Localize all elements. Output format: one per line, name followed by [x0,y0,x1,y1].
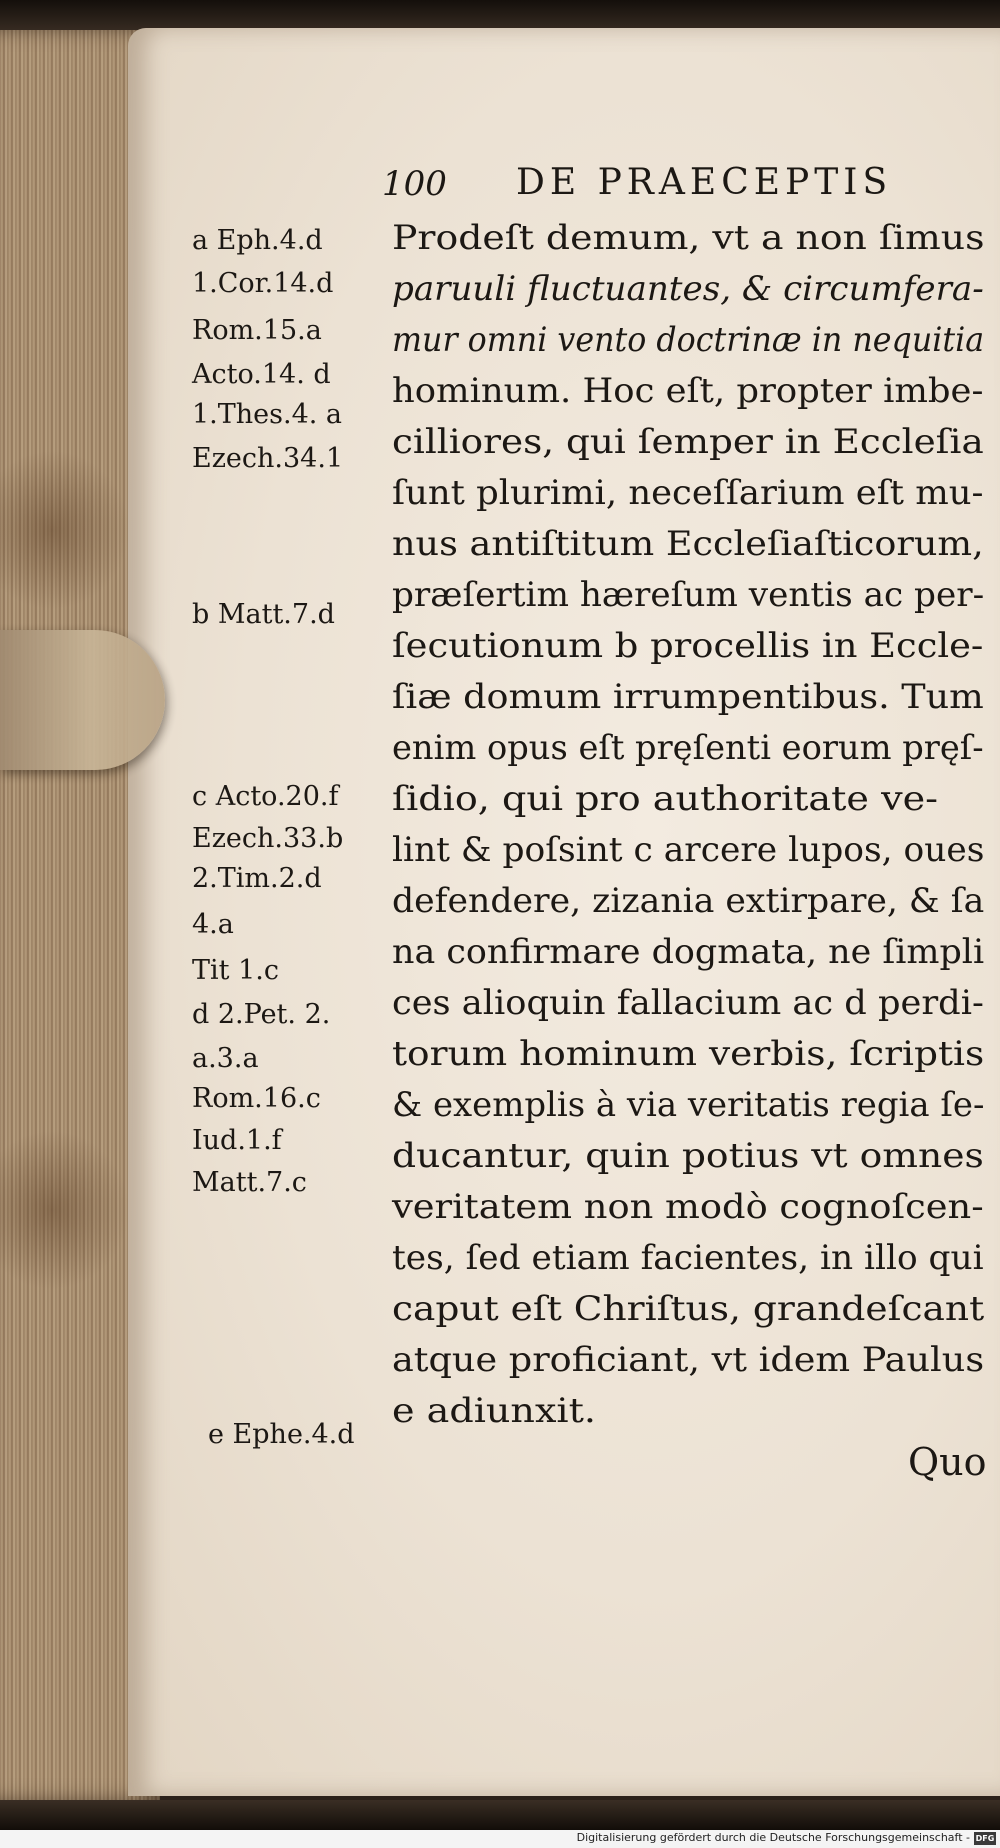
page-number: 100 [382,164,447,204]
text-line: caput eſt Chriſtus, grandeſcant [392,1289,985,1329]
margin-note: e Ephe.4.d [208,1419,355,1450]
margin-note: Acto.14. d [192,359,331,390]
page-clip [0,630,165,770]
margin-note: Tit 1.c [192,955,279,986]
margin-note: c Acto.20.f [192,781,339,812]
edge-stain [0,1130,130,1290]
text-line: ſidio, qui pro authoritate ve- [392,779,938,819]
text-line: tes, ſed etiam facientes, in illo qui [392,1238,984,1278]
page-header [0,160,1000,210]
text-line: lint & poſsint c arcere lupos, oues [392,830,985,870]
text-line: paruuli fluctuantes, & circumfera- [392,269,984,309]
text-line: ces alioquin fallacium ac d perdi- [392,983,984,1023]
text-line: mur omni vento doctrinæ in nequitia [392,320,985,360]
margin-note: 4.a [192,909,234,940]
text-line: veritatem non modò cognoſcen- [392,1187,984,1227]
margin-note: a.3.a [192,1043,259,1074]
margin-note: Rom.15.a [192,315,322,346]
margin-note: Iud.1.f [192,1125,282,1156]
text-line: cilliores, qui ſemper in Eccleſia [392,422,984,462]
footer-credit: Digitalisierung gefördert durch die Deutsche Forschungsgemeinschaft - [576,1831,970,1844]
text-line: & exemplis à via veritatis regia ſe- [392,1085,985,1125]
edge-stain [0,450,130,610]
text-line: ſunt plurimi, neceſſarium eſt mu- [392,473,984,513]
text-line: Prodeſt demum, vt a non ſimus [392,218,985,258]
text-line: ſiæ domum irrumpentibus. Tum [392,677,984,717]
margin-note: 2.Tim.2.d [192,863,322,894]
margin-note: Rom.16.c [192,1083,321,1114]
text-line: hominum. Hoc eſt, propter imbe- [392,371,984,411]
dfg-logo: DFG [975,1834,995,1843]
text-line: ducantur, quin potius vt omnes [392,1136,984,1176]
text-line: nus antiſtitum Eccleſiaſticorum, [392,524,984,564]
text-line: defendere, zizania extirpare, & ſa [392,881,985,921]
text-line: torum hominum verbis, ſcriptis [392,1034,985,1074]
margin-note: d 2.Pet. 2. [192,999,331,1030]
margin-note: Ezech.33.b [192,823,344,854]
text-line: enim opus eſt pręſenti eorum pręſ- [392,728,984,768]
margin-note: 1.Cor.14.d [192,268,334,299]
catchword: Quo [908,1440,987,1484]
margin-note: Ezech.34.1 [192,443,344,474]
text-line: atque proficiant, vt idem Paulus [392,1340,985,1380]
bottom-edge [0,1800,1000,1830]
margin-note: 1.Thes.4. a [192,399,343,430]
text-line: præſertim hæreſum ventis ac per- [392,575,985,615]
text-line: ſecutionum b procellis in Eccle- [392,626,984,666]
text-line: e adiunxit. [392,1391,597,1431]
text-line: na confirmare dogmata, ne ſimpli [392,932,985,972]
margin-note: b Matt.7.d [192,599,335,630]
margin-note: Matt.7.c [192,1167,307,1198]
running-head: DE PRAECEPTIS [516,162,893,203]
margin-note: a Eph.4.d [192,225,323,256]
